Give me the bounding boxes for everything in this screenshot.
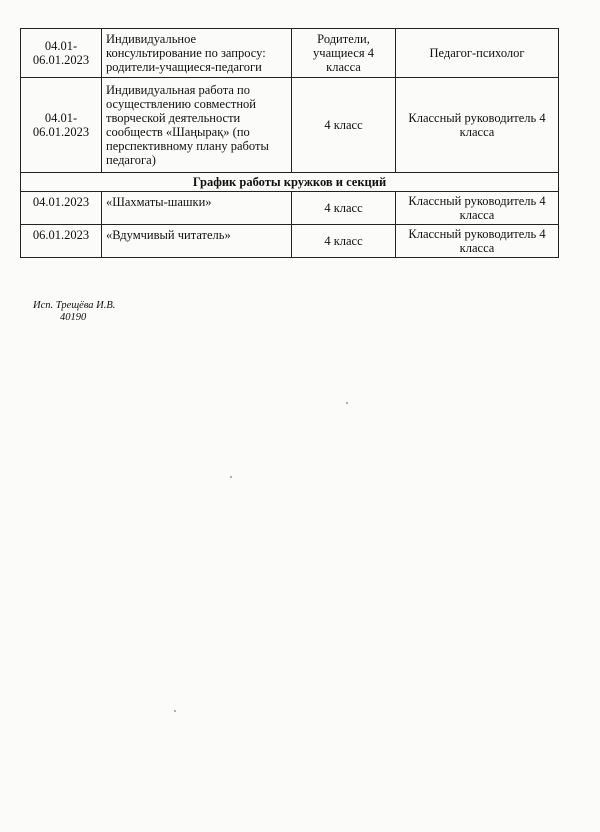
responsible-cell: Классный руководитель 4 класса: [396, 192, 559, 225]
responsible-cell: Педагог-психолог: [396, 29, 559, 78]
event-cell: Индивидуальное консультирование по запросу: родители-учащиеся-педагоги: [102, 29, 292, 78]
section-title: График работы кружков и секций: [21, 173, 559, 192]
responsible-cell: Классный руководитель 4 класса: [396, 78, 559, 173]
date-cell: 06.01.2023: [21, 225, 102, 258]
date-cell: 04.01.2023: [21, 192, 102, 225]
scan-speck: [230, 476, 232, 478]
scan-speck: [346, 402, 348, 404]
date-cell: 04.01-06.01.2023: [21, 29, 102, 78]
table-row: [21, 29, 559, 78]
table-row: [21, 225, 559, 258]
event-cell: «Вдумчивый читатель»: [102, 225, 292, 258]
table-row: [21, 192, 559, 225]
audience-cell: Родители, учащиеся 4 класса: [292, 29, 396, 78]
executor-phone: 40190: [60, 312, 87, 323]
audience-cell: 4 класс: [292, 78, 396, 173]
event-cell: «Шахматы-шашки»: [102, 192, 292, 225]
section-header-row: [21, 173, 559, 192]
executor-name: Исп. Трещёва И.В.: [33, 300, 116, 311]
date-cell: 04.01-06.01.2023: [21, 78, 102, 173]
schedule-table: [20, 28, 559, 258]
scan-speck: [174, 710, 176, 712]
audience-cell: 4 класс: [292, 225, 396, 258]
event-cell: Индивидуальная работа по осуществлению совместной творческой деятельности сообществ «Шаңырақ» (по перспективному плану работы педагога): [102, 78, 292, 173]
table-row: [21, 78, 559, 173]
audience-cell: 4 класс: [292, 192, 396, 225]
responsible-cell: Классный руководитель 4 класса: [396, 225, 559, 258]
executor-note: [33, 300, 115, 324]
